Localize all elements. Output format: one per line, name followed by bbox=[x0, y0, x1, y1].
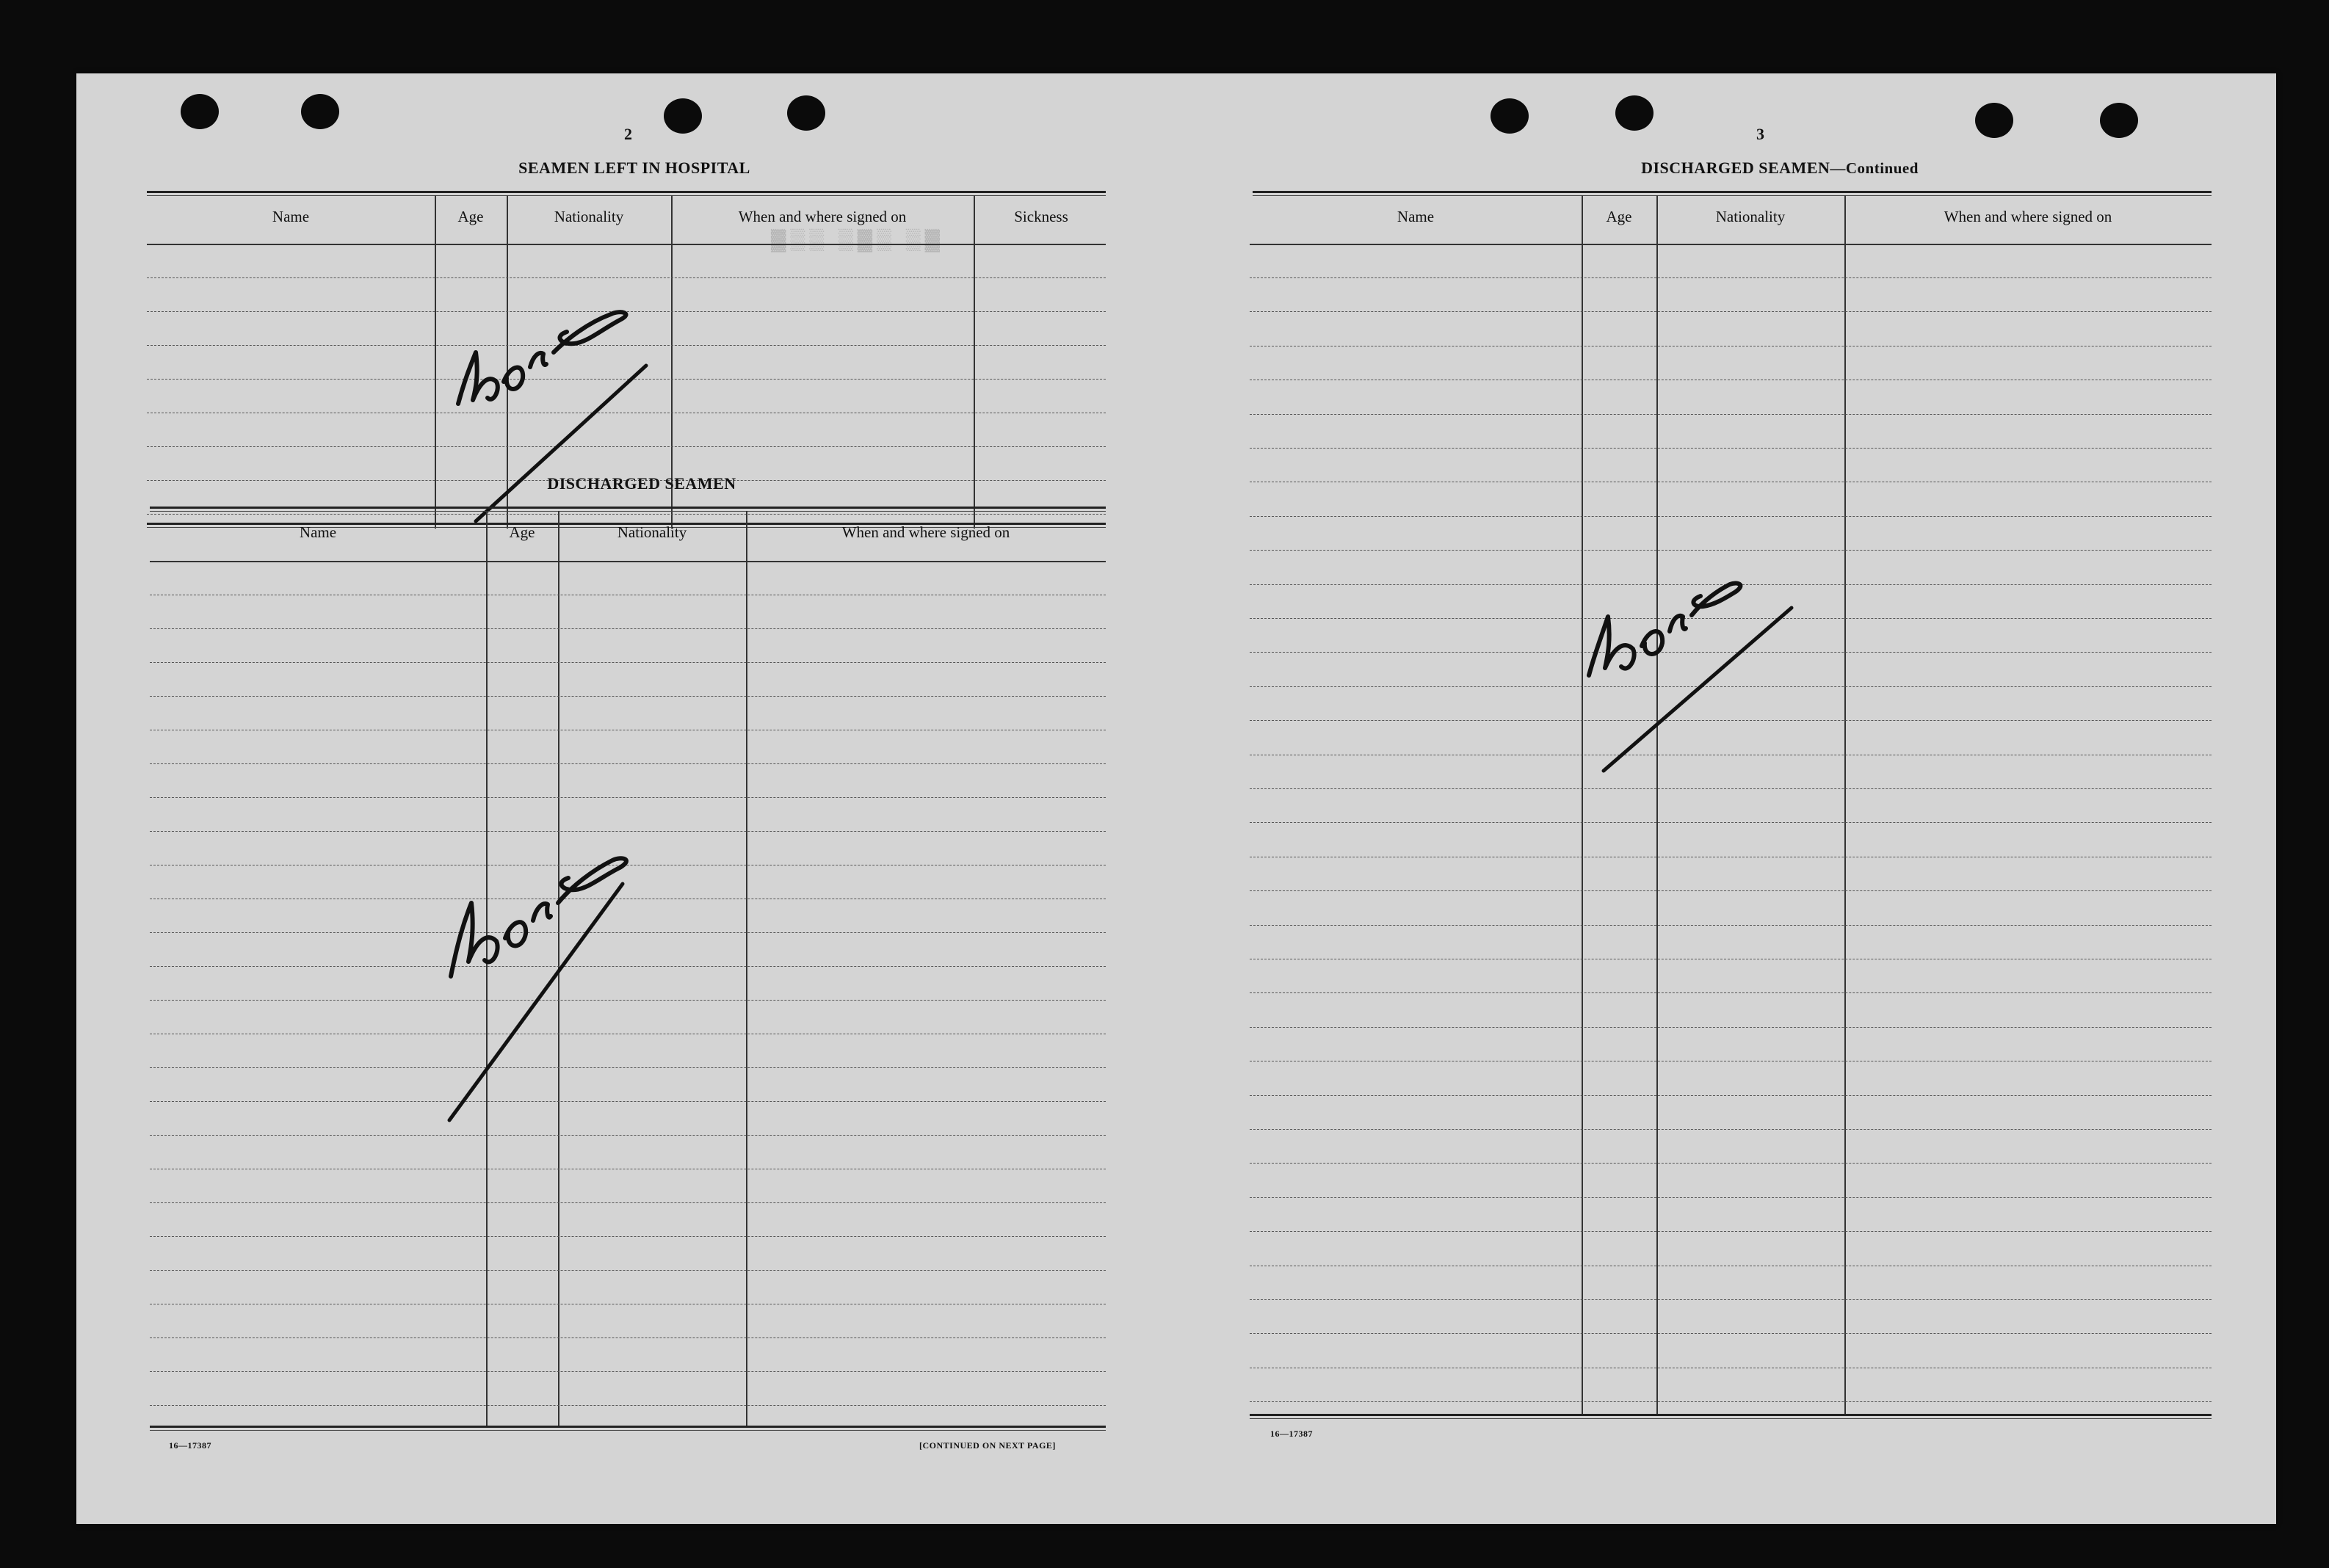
col-header-signed-on: When and where signed on bbox=[738, 208, 907, 225]
ruled-row-line bbox=[150, 696, 1106, 697]
col-header-nationality: Nationality bbox=[1715, 208, 1786, 225]
col-divider bbox=[1656, 195, 1658, 1415]
col-header-name: Name bbox=[299, 523, 337, 541]
table-bottom-rule bbox=[150, 1426, 1106, 1428]
col-divider bbox=[746, 511, 747, 1427]
col-divider bbox=[1582, 195, 1583, 1415]
discharged-section-title: DISCHARGED SEAMEN bbox=[547, 474, 736, 493]
hospital-section-title: SEAMEN LEFT IN HOSPITAL bbox=[518, 159, 750, 177]
ruled-row-line bbox=[1250, 516, 2212, 517]
punch-hole bbox=[1615, 95, 1654, 131]
col-header-age: Age bbox=[457, 208, 484, 225]
table-top-rule bbox=[1253, 191, 2212, 193]
table-top-rule bbox=[150, 507, 1106, 509]
ruled-row-line bbox=[150, 797, 1106, 798]
ruled-row-line bbox=[1250, 925, 2212, 926]
ruled-row-line bbox=[1250, 890, 2212, 891]
header-underline bbox=[1250, 244, 2212, 245]
discharged-title-suffix: —Continued bbox=[1830, 159, 1919, 177]
discharged-continued-title bbox=[1515, 159, 2044, 178]
col-divider bbox=[974, 195, 975, 529]
handwritten-none-right-text: None bbox=[1574, 521, 1576, 522]
col-header-sickness: Sickness bbox=[1014, 208, 1068, 225]
ruled-row-line bbox=[150, 1236, 1106, 1237]
table-top-rule bbox=[147, 191, 1106, 193]
col-header-signed-on: When and where signed on bbox=[841, 523, 1010, 541]
col-divider bbox=[435, 195, 436, 529]
ruled-row-line bbox=[1250, 414, 2212, 415]
page-number-right: 3 bbox=[1756, 125, 1764, 143]
col-header-nationality: Nationality bbox=[617, 523, 687, 541]
ruled-row-line bbox=[1250, 1299, 2212, 1300]
ruled-row-line bbox=[1250, 277, 2212, 278]
col-header-name: Name bbox=[1397, 208, 1435, 225]
col-divider bbox=[1844, 195, 1846, 1415]
header-underline bbox=[150, 561, 1106, 562]
handwritten-none-discharged bbox=[436, 800, 745, 1138]
form-number-right: 16—17387 bbox=[1270, 1429, 1313, 1439]
form-number-left: 16—17387 bbox=[169, 1440, 211, 1451]
ruled-row-line bbox=[1250, 1333, 2212, 1334]
ruled-row-line bbox=[150, 1337, 1106, 1338]
ruled-row-line bbox=[1250, 1197, 2212, 1198]
ruled-row-line bbox=[150, 1202, 1106, 1203]
ruled-row-line bbox=[1250, 311, 2212, 312]
punch-hole bbox=[2100, 103, 2138, 138]
punch-hole bbox=[301, 94, 339, 129]
ruled-row-line bbox=[1250, 448, 2212, 449]
punch-hole bbox=[787, 95, 825, 131]
col-header-nationality: Nationality bbox=[554, 208, 624, 225]
col-header-age: Age bbox=[509, 523, 535, 541]
punch-hole bbox=[664, 98, 702, 134]
ruled-row-line bbox=[150, 1405, 1106, 1406]
col-header-age: Age bbox=[1606, 208, 1632, 225]
col-header-name: Name bbox=[272, 208, 310, 225]
ruled-row-line bbox=[1250, 1163, 2212, 1164]
discharged-title-main: DISCHARGED SEAMEN bbox=[1641, 159, 1830, 177]
ruled-row-line bbox=[1250, 1129, 2212, 1130]
handwritten-none-hospital bbox=[443, 272, 737, 536]
ruled-row-line bbox=[1250, 992, 2212, 993]
continued-note: [CONTINUED ON NEXT PAGE] bbox=[919, 1440, 1056, 1451]
header-underline bbox=[147, 244, 1106, 245]
ruled-row-line bbox=[150, 662, 1106, 663]
ruled-row-line bbox=[1250, 1401, 2212, 1402]
ledger-sheet bbox=[76, 73, 2276, 1524]
ruled-row-line bbox=[150, 1270, 1106, 1271]
ruled-row-line bbox=[1250, 1231, 2212, 1232]
ruled-row-line bbox=[150, 1371, 1106, 1372]
punch-hole bbox=[1975, 103, 2013, 138]
handwritten-none-right bbox=[1574, 521, 1853, 800]
ruled-row-line bbox=[1250, 822, 2212, 823]
ruled-row-line bbox=[150, 628, 1106, 629]
punch-hole bbox=[181, 94, 219, 129]
handwritten-none-discharged-text: None bbox=[436, 800, 438, 801]
col-header-signed-on: When and where signed on bbox=[1944, 208, 2112, 225]
punch-hole bbox=[1491, 98, 1529, 134]
bleed-through-stamp: ▓▒ ▒▓▒ ▒▒▓ bbox=[767, 228, 940, 250]
ruled-row-line bbox=[150, 763, 1106, 764]
table-bottom-rule bbox=[1250, 1414, 2212, 1416]
ruled-row-line bbox=[1250, 1095, 2212, 1096]
ruled-row-line bbox=[1250, 1027, 2212, 1028]
page-number-left: 2 bbox=[624, 125, 632, 143]
